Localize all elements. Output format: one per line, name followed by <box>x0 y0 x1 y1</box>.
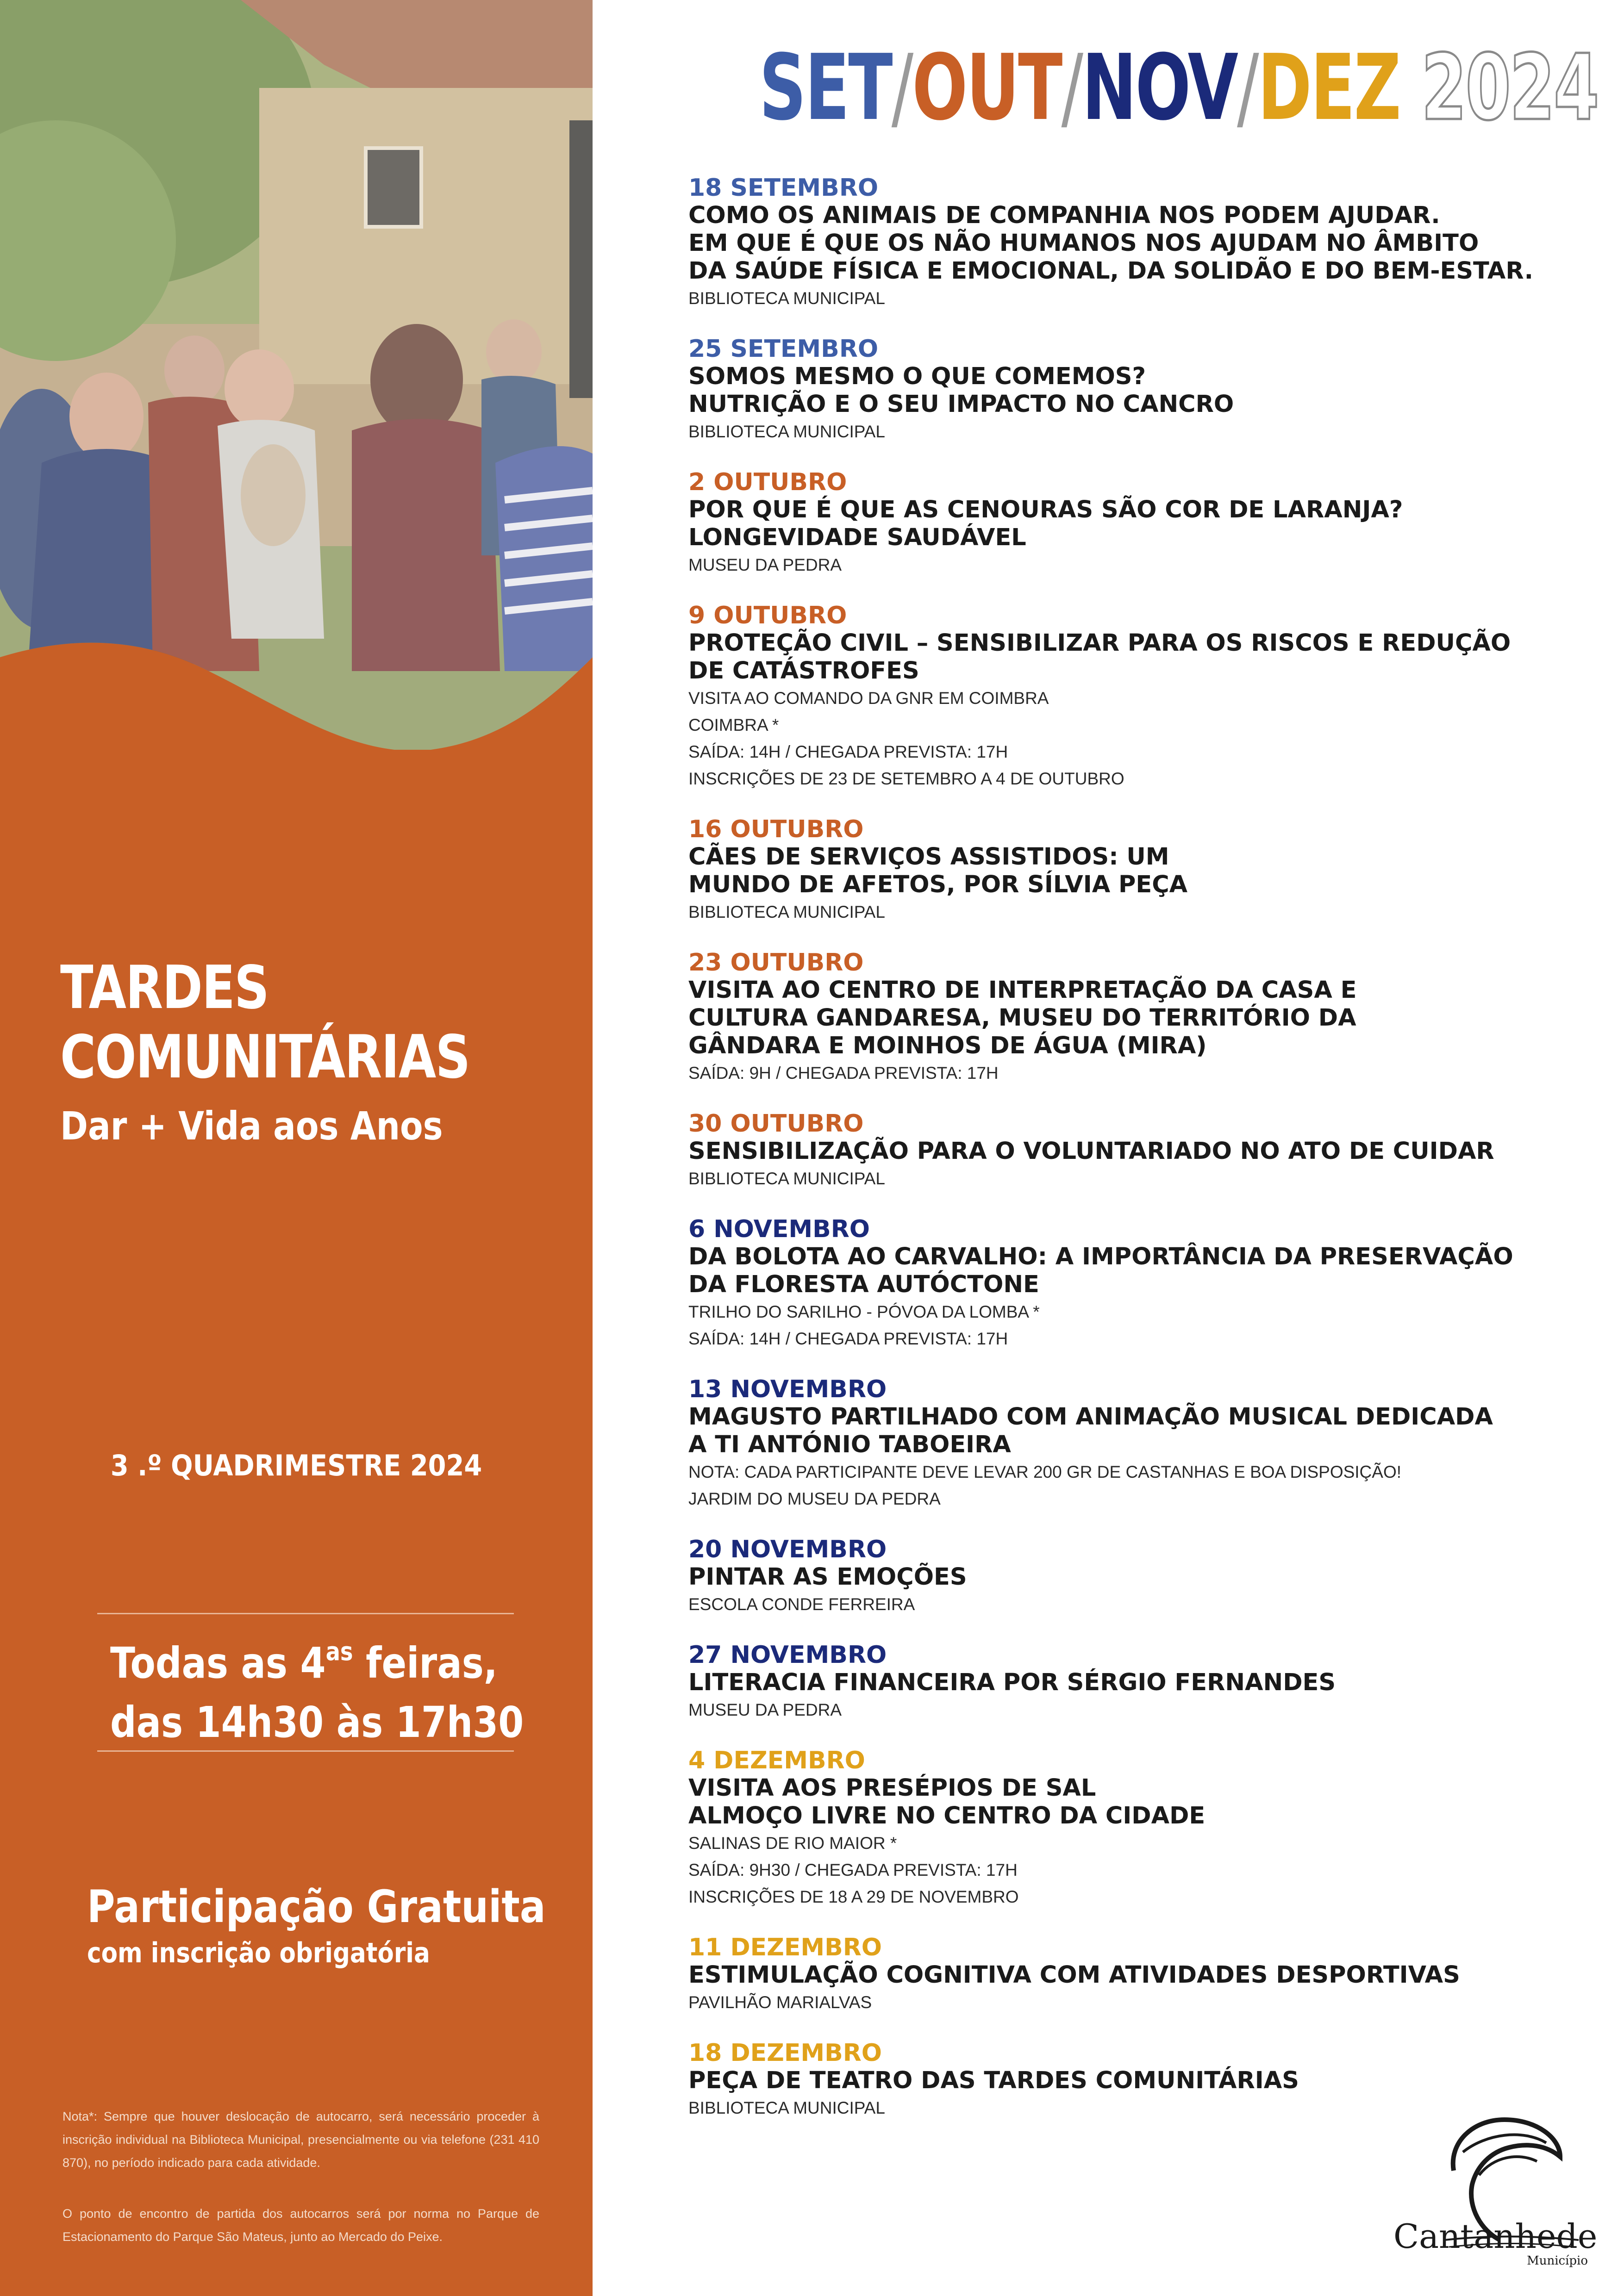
event-detail: BIBLIOTECA MUNICIPAL <box>688 422 885 441</box>
meeting-point-note: O ponto de encontro de partida dos autocarros será por norma no Parque de Estacionamento do Parque São Mateus, junto ao Mercado do Peixe. <box>62 2207 539 2244</box>
month-set: SET <box>759 35 892 141</box>
event-date: 30 OUTUBRO <box>688 1110 864 1138</box>
event-detail: SAÍDA: 9H30 / CHEGADA PREVISTA: 17H <box>688 1860 1018 1879</box>
event-date: 9 OUTUBRO <box>688 602 847 629</box>
event-item <box>688 1747 1545 1910</box>
event-item <box>688 602 1545 792</box>
event-detail: INSCRIÇÕES DE 23 DE SETEMBRO A 4 DE OUTUBRO <box>688 769 1124 788</box>
subtitle: Dar + Vida aos Anos <box>60 1103 443 1149</box>
event-detail: TRILHO DO SARILHO - PÓVOA DA LOMBA * <box>688 1302 1040 1321</box>
event-date: 18 DEZEMBRO <box>688 2039 882 2067</box>
event-date: 11 DEZEMBRO <box>688 1934 882 1961</box>
event-item <box>688 1375 1545 1512</box>
event-detail: BIBLIOTECA MUNICIPAL <box>688 1169 885 1188</box>
event-detail: INSCRIÇÕES DE 18 A 29 DE NOVEMBRO <box>688 1887 1019 1906</box>
schedule-line-1: Todas as $4^{as}$ feiras, <box>110 1637 498 1688</box>
title-line-2: COMUNITÁRIAS <box>60 1023 470 1092</box>
event-title: PROTEÇÃO CIVIL – SENSIBILIZAR PARA OS RISCOS E REDUÇÃO DE CATÁSTROFES <box>688 629 1511 684</box>
event-title: SOMOS MESMO O QUE COMEMOS? NUTRIÇÃO E O SEU IMPACTO NO CANCRO <box>688 363 1234 418</box>
event-title: PINTAR AS EMOÇÕES <box>688 1563 967 1591</box>
event-detail: SAÍDA: 14H / CHEGADA PREVISTA: 17H <box>688 1329 1008 1348</box>
event-title: COMO OS ANIMAIS DE COMPANHIA NOS PODEM AJUDAR. EM QUE É QUE OS NÃO HUMANOS NOS AJUDAM NO ÂMBITO DA SAÚDE FÍSICA E EMOCIONAL, DA SOLIDÃO E DO BEM-ESTAR. <box>688 202 1533 285</box>
event-date: 2 OUTUBRO <box>688 468 847 496</box>
slash-separator: / <box>1237 35 1258 141</box>
event-detail: SALINAS DE RIO MAIOR * <box>688 1834 897 1853</box>
event-date: 20 NOVEMBRO <box>688 1536 887 1563</box>
event-date: 13 NOVEMBRO <box>688 1375 887 1403</box>
event-date: 18 SETEMBRO <box>688 174 879 202</box>
quadrimestre-label: 3 .º QUADRIMESTRE 2024 <box>110 1449 482 1482</box>
event-detail: MUSEU DA PEDRA <box>688 555 842 574</box>
event-item <box>688 1110 1545 1192</box>
photo-community-group <box>0 0 593 750</box>
event-detail: NOTA: CADA PARTICIPANTE DEVE LEVAR 200 GR DE CASTANHAS E BOA DISPOSIÇÃO! <box>688 1462 1402 1481</box>
event-date: 16 OUTUBRO <box>688 815 864 843</box>
event-title: LITERACIA FINANCEIRA POR SÉRGIO FERNANDES <box>688 1669 1336 1696</box>
event-item <box>688 335 1545 445</box>
event-detail: VISITA AO COMANDO DA GNR EM COIMBRA <box>688 689 1049 708</box>
event-date: 25 SETEMBRO <box>688 335 879 363</box>
logo-subtitle: Município <box>1527 2254 1588 2268</box>
event-date: 27 NOVEMBRO <box>688 1641 887 1669</box>
event-detail: BIBLIOTECA MUNICIPAL <box>688 289 885 308</box>
schedule-line-2: das 14h30 às 17h30 <box>110 1698 524 1747</box>
registration-label: com inscrição obrigatória <box>87 1937 430 1969</box>
event-item <box>688 1934 1545 2016</box>
month-dez: DEZ <box>1257 35 1400 141</box>
bus-note: Nota*: Sempre que houver deslocação de autocarro, será necessário proceder à inscrição individual na Biblioteca Municipal, presencialmente ou via telefone (231 410 870), no período indicado para cada atividade. <box>62 2109 539 2170</box>
event-item <box>688 1641 1545 1724</box>
months-header <box>759 37 1598 139</box>
event-item <box>688 174 1545 312</box>
event-date: 6 NOVEMBRO <box>688 1215 870 1243</box>
event-detail: JARDIM DO MUSEU DA PEDRA <box>688 1489 941 1508</box>
event-item <box>688 468 1545 579</box>
year-label: 2024 <box>1421 35 1598 141</box>
event-title: CÃES DE SERVIÇOS ASSISTIDOS: UM MUNDO DE AFETOS, POR SÍLVIA PEÇA <box>688 843 1188 898</box>
event-date: 4 DEZEMBRO <box>688 1747 865 1774</box>
event-title: VISITA AO CENTRO DE INTERPRETAÇÃO DA CASA E CULTURA GANDARESA, MUSEU DO TERRITÓRIO DA GÂNDARA E MOINHOS DE ÁGUA (MIRA) <box>688 977 1357 1059</box>
participation-label: Participação Gratuita <box>87 1881 546 1933</box>
event-detail: COIMBRA * <box>688 716 779 734</box>
event-title: POR QUE É QUE AS CENOURAS SÃO COR DE LARANJA? LONGEVIDADE SAUDÁVEL <box>688 496 1403 551</box>
month-nov: NOV <box>1082 35 1237 141</box>
event-title: ESTIMULAÇÃO COGNITIVA COM ATIVIDADES DESPORTIVAS <box>688 1961 1460 1989</box>
event-title: SENSIBILIZAÇÃO PARA O VOLUNTARIADO NO ATO DE CUIDAR <box>688 1138 1494 1165</box>
events-list <box>688 174 1545 2145</box>
event-item <box>688 1536 1545 1618</box>
title-block <box>60 953 560 1149</box>
event-date: 23 OUTUBRO <box>688 949 864 977</box>
event-detail: ESCOLA CONDE FERREIRA <box>688 1595 915 1614</box>
event-title: MAGUSTO PARTILHADO COM ANIMAÇÃO MUSICAL DEDICADA A TI ANTÓNIO TABOEIRA <box>688 1403 1493 1458</box>
event-detail: MUSEU DA PEDRA <box>688 1700 842 1719</box>
month-out: OUT <box>912 35 1062 141</box>
left-panel <box>0 0 593 2296</box>
event-item <box>688 815 1545 926</box>
event-title: DA BOLOTA AO CARVALHO: A IMPORTÂNCIA DA PRESERVAÇÃO DA FLORESTA AUTÓCTONE <box>688 1243 1513 1298</box>
title-line-1: TARDES <box>60 953 269 1022</box>
event-item <box>688 1215 1545 1352</box>
schedule-text <box>110 1634 524 1752</box>
event-detail: SAÍDA: 14H / CHEGADA PREVISTA: 17H <box>688 742 1008 761</box>
divider-bottom <box>97 1750 514 1752</box>
event-title: VISITA AOS PRESÉPIOS DE SAL ALMOÇO LIVRE NO CENTRO DA CIDADE <box>688 1774 1206 1829</box>
event-title: PEÇA DE TEATRO DAS TARDES COMUNITÁRIAS <box>688 2067 1299 2094</box>
divider-top <box>97 1613 514 1614</box>
slash-separator: / <box>1061 35 1082 141</box>
slash-separator: / <box>891 35 912 141</box>
event-detail: BIBLIOTECA MUNICIPAL <box>688 2098 885 2117</box>
event-detail: SAÍDA: 9H / CHEGADA PREVISTA: 17H <box>688 1064 999 1083</box>
event-detail: BIBLIOTECA MUNICIPAL <box>688 902 885 921</box>
event-item <box>688 949 1545 1087</box>
event-detail: PAVILHÃO MARIALVAS <box>688 1993 872 2012</box>
logo-wordmark: Cantanhede <box>1393 2217 1598 2256</box>
participation-block <box>87 1879 546 1972</box>
